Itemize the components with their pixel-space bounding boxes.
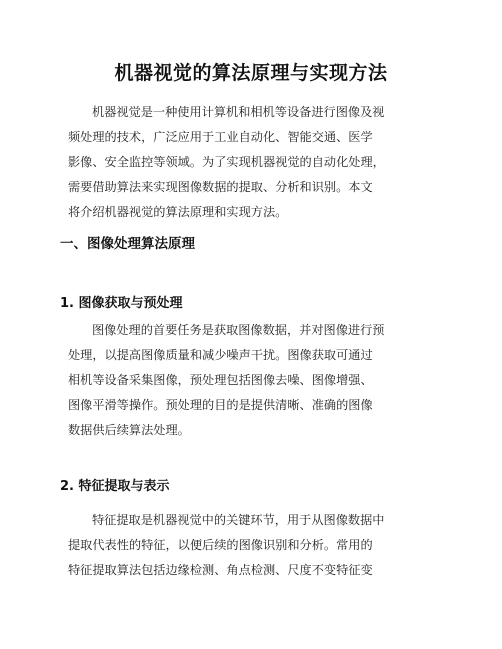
intro-line: 需要借助算法来实现图像数据的提取、分析和识别。本文 [68, 180, 373, 194]
subsection-paragraph [60, 508, 385, 583]
subsection-heading: 1. 图像获取与预处理 [60, 296, 183, 311]
paragraph-line: 图像平滑等操作。预处理的目的是提供清晰、准确的图像 [68, 398, 373, 412]
document-title: 机器视觉的算法原理与实现方法 [114, 62, 388, 84]
intro-line: 影像、安全监控等领域。为了实现机器视觉的自动化处理， [68, 155, 385, 169]
paragraph-line: 提取代表性的特征，以便后续的图像识别和分析。常用的 [68, 538, 373, 552]
paragraph-line: 特征提取算法包括边缘检测、角点检测、尺度不变特征变 [68, 563, 373, 577]
section-heading: 一、图像处理算法原理 [60, 236, 195, 252]
intro-line: 频处理的技术，广泛应用于工业自动化、智能交通、医学 [68, 130, 373, 144]
intro-line: 将介绍机器视觉的算法原理和实现方法。 [68, 205, 288, 219]
intro-line: 机器视觉是一种使用计算机和相机等设备进行图像及视 [92, 105, 385, 119]
paragraph-line: 特征提取是机器视觉中的关键环节，用于从图像数据中 [92, 513, 385, 527]
subsection-heading: 2. 特征提取与表示 [60, 479, 170, 494]
paragraph-line: 图像处理的首要任务是获取图像数据，并对图像进行预 [92, 323, 385, 337]
paragraph-line: 相机等设备采集图像，预处理包括图像去噪、图像增强、 [68, 373, 373, 387]
subsection-paragraph [60, 318, 385, 443]
paragraph-line: 数据供后续算法处理。 [68, 423, 190, 437]
paragraph-line: 处理，以提高图像质量和减少噪声干扰。图像获取可通过 [68, 348, 373, 362]
intro-paragraph [60, 100, 385, 225]
